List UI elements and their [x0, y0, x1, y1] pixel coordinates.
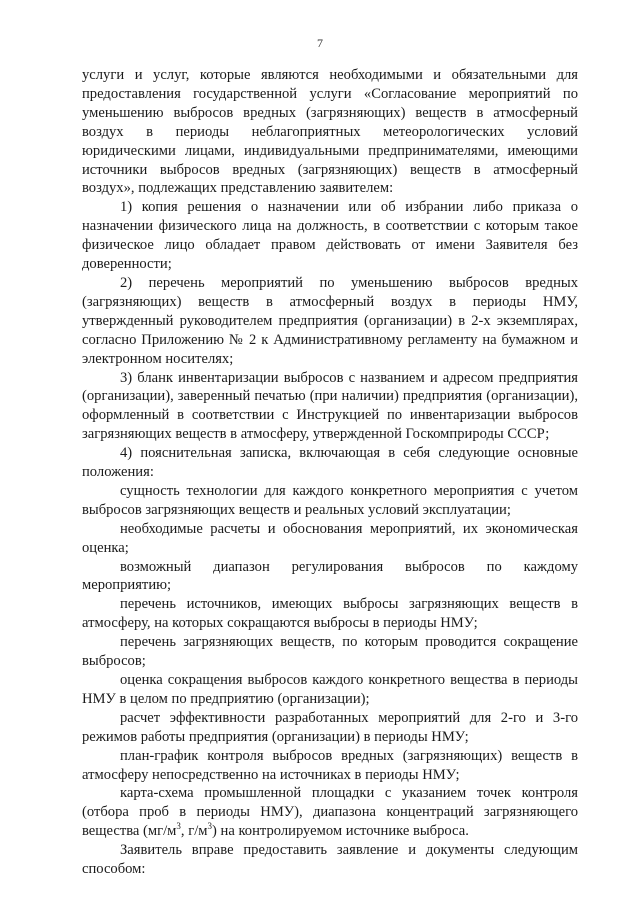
intro-paragraph: услуги и услуг, которые являются необходимыми и обязательными для предоставления государственной услуги «Согласование мероприятий по уменьшению выбросов вредных (загрязняющих) веществ в атмосферный воздух в периоды неблагоприятных метеорологических условий юридическими лицами, индивидуальными предпринимателями, имеющими источники выбросов вредных (загрязняющих) веществ в атмосферный воздух», подлежащих представлению заявителем: — [82, 67, 578, 197]
site-map-text-2: , г/м — [180, 823, 208, 840]
subitem-efficiency-calculation: расчет эффективности разработанных мероприятий для 2-го и 3-го режимов работы предприятия (организации) в периоды НМУ; — [82, 709, 578, 745]
item-2-paragraph: 2) перечень мероприятий по уменьшению выбросов вредных (загрязняющих) веществ в атмосферный воздух в периоды НМУ, утвержденный руководителем предприятия (организации) в 2-х экземплярах, согласно Приложению № 2 к Административному регламенту на бумажном и электронном носителях; — [82, 274, 578, 367]
subitem-regulation-range: возможный диапазон регулирования выбросов по каждому мероприятию; — [82, 558, 578, 594]
unit-superscript-2: 3 — [207, 821, 212, 832]
item-1-paragraph: 1) копия решения о назначении или об избрании либо приказа о назначении физического лица на должность, в соответствии с которым такое физическое лицо обладает правом действовать от имени Заявителя без доверенности; — [82, 199, 578, 273]
subitem-technology: сущность технологии для каждого конкретного мероприятия с учетом выбросов загрязняющих веществ и реальных условий эксплуатации; — [82, 482, 578, 518]
unit-superscript-1: 3 — [176, 821, 181, 832]
document-body — [82, 66, 578, 879]
item-3-paragraph: 3) бланк инвентаризации выбросов с названием и адресом предприятия (организации), заверенный печатью (при наличии) предприятия (организации), оформленный в соответствии с Инструкцией по инвентаризации выбросов загрязняющих веществ в атмосферу, утвержденной Госкомприроды СССР; — [82, 369, 578, 443]
subitem-sources-list: перечень источников, имеющих выбросы загрязняющих веществ в атмосферу, на которых сокращаются выбросы в периоды НМУ; — [82, 596, 578, 632]
subitem-control-schedule: план-график контроля выбросов вредных (загрязняющих) веществ в атмосферу непосредственно на источниках в периоды НМУ; — [82, 747, 578, 783]
subitem-calculations: необходимые расчеты и обоснования мероприятий, их экономическая оценка; — [82, 520, 578, 556]
item-4-paragraph: 4) пояснительная записка, включающая в себя следующие основные положения: — [82, 445, 578, 481]
subitem-substances-list: перечень загрязняющих веществ, по которым проводится сокращение выбросов; — [82, 634, 578, 670]
closing-paragraph: Заявитель вправе предоставить заявление и документы следующим способом: — [82, 842, 578, 878]
site-map-text-3: ) на контролируемом источнике выброса. — [212, 823, 469, 840]
site-map-text-1: карта-схема промышленной площадки с указанием точек контроля (отбора проб в периоды НМУ), диапазона концентраций загрязняющего вещества (мг/м — [82, 785, 578, 840]
page-number: 7 — [317, 36, 323, 50]
subitem-reduction-estimate: оценка сокращения выбросов каждого конкретного вещества в периоды НМУ в целом по предприятию (организации); — [82, 672, 578, 707]
subitem-site-map — [82, 784, 578, 841]
